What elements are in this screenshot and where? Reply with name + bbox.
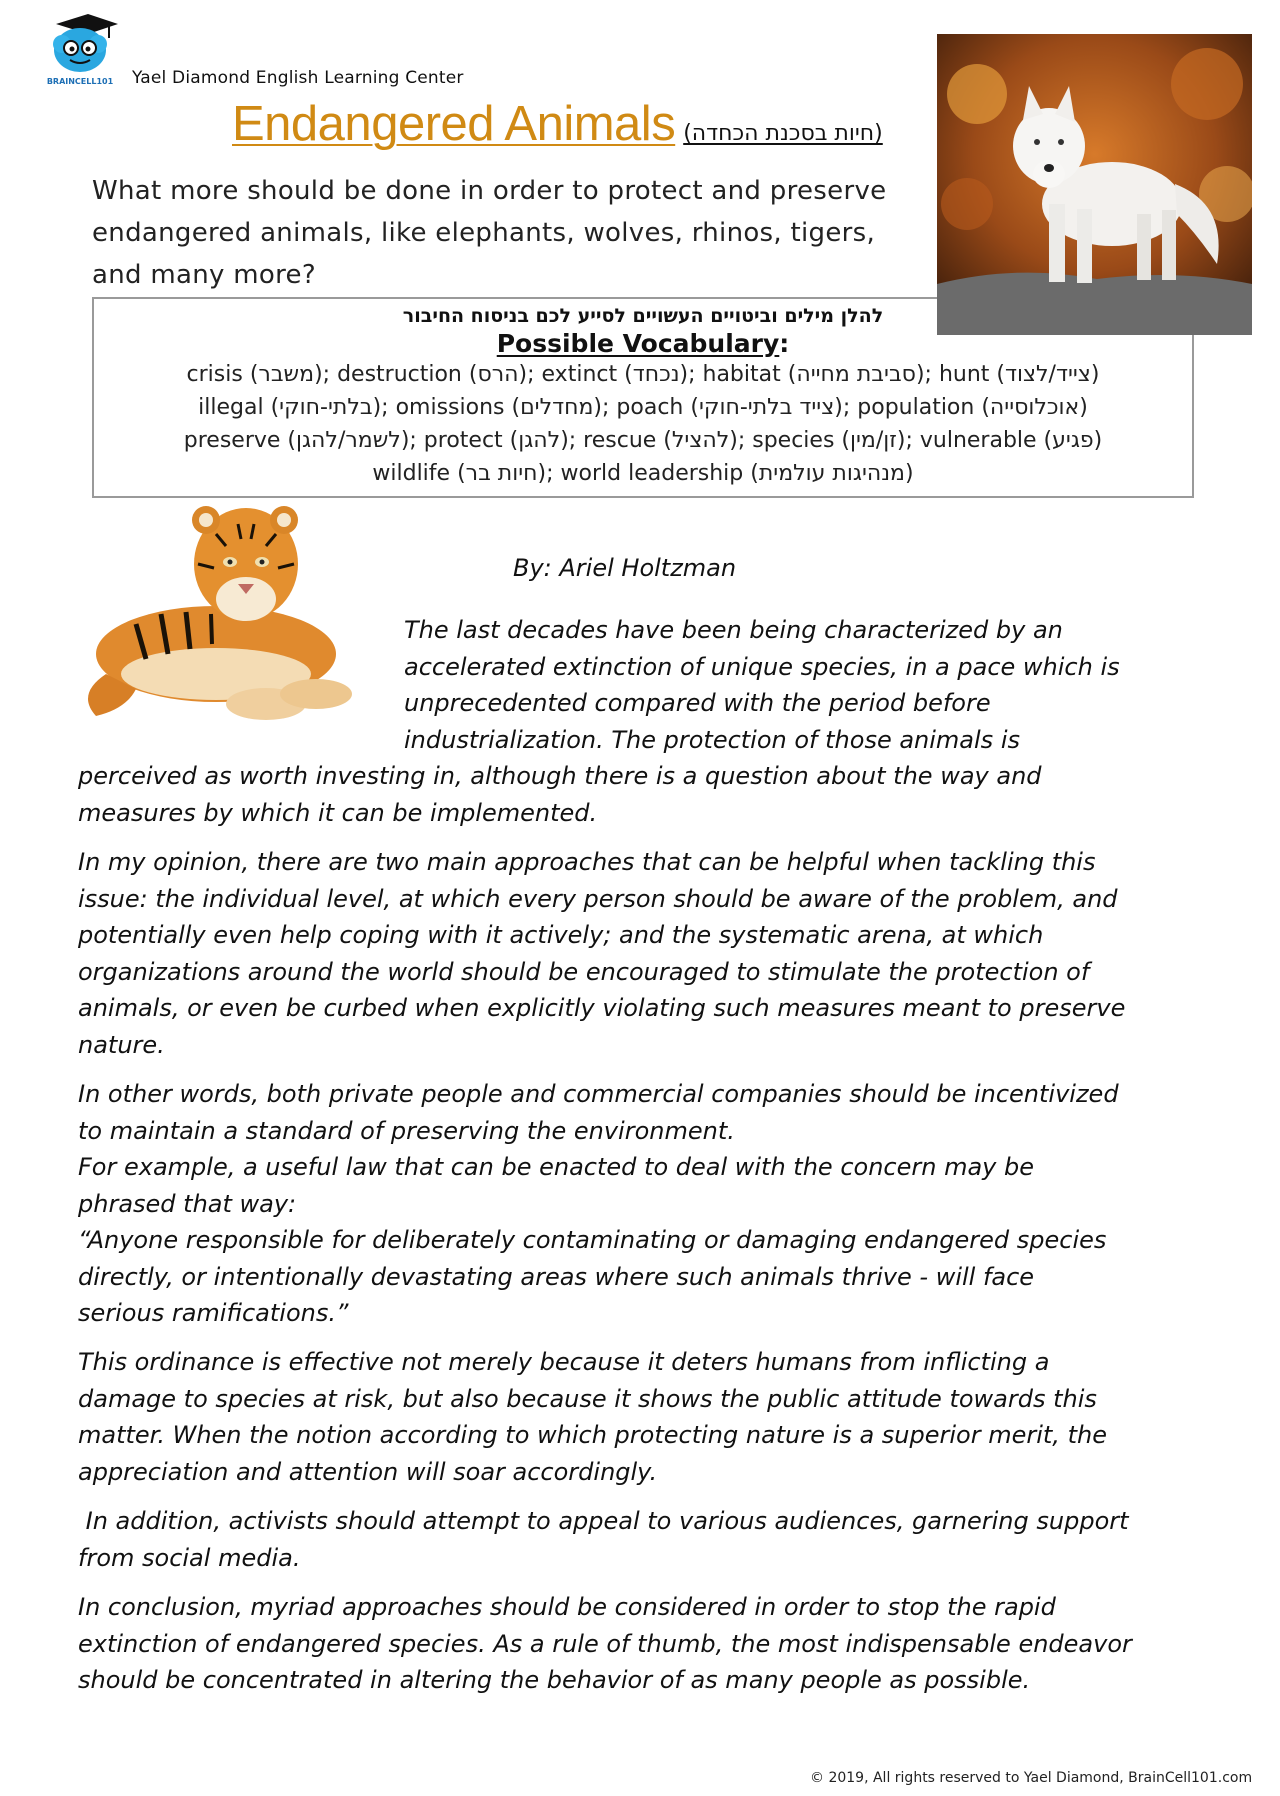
essay-line: In my opinion, there are two main approaches that can be helpful when tackling this	[78, 848, 1096, 876]
essay-line: matter. When the notion according to which protecting nature is a superior merit, the	[78, 1421, 1107, 1449]
essay-author: By: Ariel Holtzman	[513, 554, 737, 582]
logo-text: BRAINCELL101	[46, 77, 114, 86]
essay-line: organizations around the world should be encouraged to stimulate the protection of	[78, 957, 1090, 986]
essay-line: measures by which it can be implemented.	[78, 798, 598, 827]
essay-line: “Anyone responsible for deliberately contaminating or damaging endangered species	[78, 1226, 1107, 1254]
essay-line: For example, a useful law that can be enacted to deal with the concern may be	[78, 1153, 1034, 1181]
essay-line: phrased that way:	[78, 1189, 297, 1218]
essay-line: issue: the individual level, at which every person should be aware of the problem, and	[78, 884, 1118, 913]
essay-line: appreciation and attention will soar accordingly.	[78, 1457, 658, 1486]
copyright-footer: © 2019, All rights reserved to Yael Diamond, BrainCell101.com	[810, 1770, 1253, 1786]
vocabulary-heading-colon: :	[779, 329, 790, 358]
essay-line: accelerated extinction of unique species, in a pace which is	[404, 652, 1120, 681]
question-line: What more should be done in order to protect and preserve	[92, 176, 887, 206]
vocabulary-line: wildlife (חיות בר); world leadership (מנהיגות עולמית)	[372, 461, 914, 486]
essay-line: unprecedented compared with the period before	[404, 689, 991, 717]
white-wolf-photo	[937, 34, 1252, 335]
essay-line: industrialization. The protection of those animals is	[404, 725, 1020, 754]
essay-line: directly, or intentionally devastating areas where such animals thrive - will face	[78, 1262, 1035, 1291]
question-line: endangered animals, like elephants, wolves, rhinos, tigers,	[92, 218, 876, 248]
essay-line: from social media.	[78, 1543, 301, 1572]
question-line: and many more?	[92, 260, 316, 290]
vocabulary-line: illegal (בלתי-חוקי); omissions (מחדלים); poach (צייד בלתי-חוקי); population (אוכלוסייה)	[198, 395, 1088, 420]
vocabulary-heading-text: Possible Vocabulary	[496, 329, 780, 358]
vocabulary-line: crisis (משבר); destruction (הרס); extinct (נכחד); habitat (סביבת מחייה); hunt (צייד/לצוד)	[186, 362, 1100, 387]
page-title	[232, 96, 883, 152]
tiger-photo	[66, 484, 370, 726]
vocabulary-line: preserve (לשמר/להגן); protect (להגן); rescue (להציל); species (זן/מין); vulnerable (פגיע)	[183, 428, 1103, 453]
essay-line: This ordinance is effective not merely because it deters humans from inflicting a	[78, 1348, 1050, 1376]
essay-line: perceived as worth investing in, although there is a question about the way and	[78, 762, 1042, 790]
essay-line: animals, or even be curbed when explicitly violating such measures meant to preserve	[78, 994, 1126, 1022]
essay-line: extinction of endangered species. As a rule of thumb, the most indispensable endeavor	[78, 1629, 1132, 1658]
essay-line: damage to species at risk, but also because it shows the public attitude towards this	[78, 1384, 1097, 1413]
braincell-logo	[38, 10, 122, 88]
essay-line: to maintain a standard of preserving the environment.	[78, 1116, 735, 1145]
essay-line: The last decades have been being characterized by an	[404, 616, 1063, 644]
essay-line: In addition, activists should attempt to appeal to various audiences, garnering support	[78, 1507, 1129, 1535]
essay-line: In conclusion, myriad approaches should be considered in order to stop the rapid	[78, 1593, 1056, 1621]
essay-line: should be concentrated in altering the behavior of as many people as possible.	[78, 1666, 1031, 1694]
title-english: Endangered Animals	[232, 97, 676, 151]
center-name: Yael Diamond English Learning Center	[132, 68, 464, 88]
essay-line: potentially even help coping with it actively; and the systematic arena, at which	[78, 921, 1044, 949]
essay-question	[92, 170, 932, 296]
essay-line: In other words, both private people and commercial companies should be incentivized	[78, 1080, 1119, 1108]
essay-line: nature.	[78, 1030, 165, 1059]
title-hebrew: (חיות בסכנת הכחדה)	[683, 121, 883, 146]
essay-line: serious ramifications.”	[78, 1299, 349, 1327]
vocabulary-hebrew-heading: להלן מילים וביטויים העשויים לסייע לכם בניסוח החיבור	[402, 305, 884, 327]
